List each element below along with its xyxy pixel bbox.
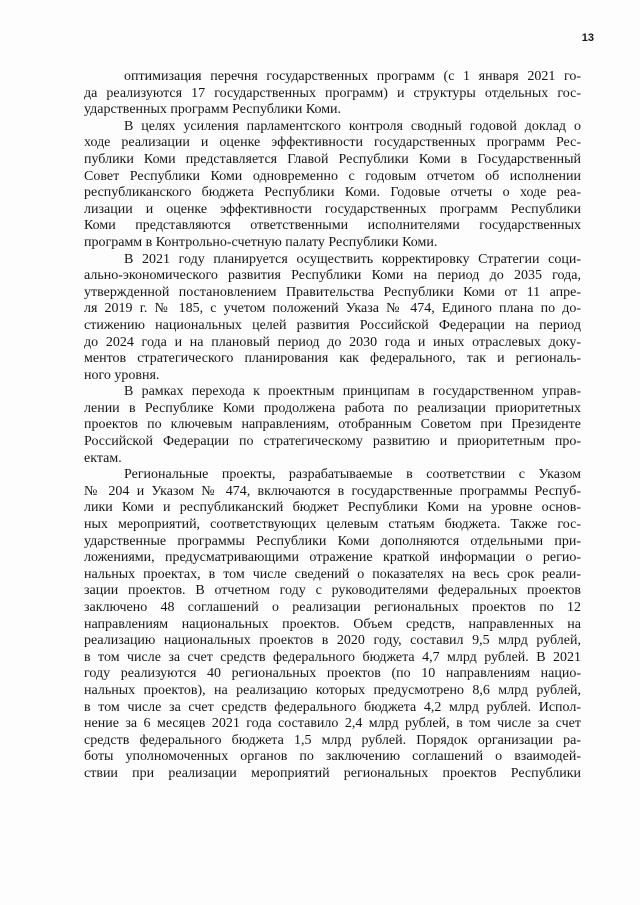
- text-line: в том числе за счет средств федерального бюджета 4,7 млрд рублей. В 2021: [84, 649, 581, 665]
- text-line: Коми представляются ответственными исполнителями государственных: [84, 218, 581, 234]
- text-line: боты уполномоченных органов по заключению соглашений о взаимодей-: [84, 749, 581, 765]
- text-line: лизации и оценке эффективности государственных программ Республики: [84, 201, 581, 217]
- text-line: ударственные программы Республики Коми дополняются отдельными при-: [84, 533, 581, 549]
- text-line: да реализуются 17 государственных программ) и структуры отдельных гос-: [84, 85, 581, 101]
- text-line: ствии при реализации мероприятий региональных проектов Республики: [84, 765, 581, 781]
- text-line: нальных проектов), на реализацию которых предусмотрено 8,6 млрд рублей,: [84, 682, 581, 698]
- text-line: Региональные проекты, разрабатываемые в соответствии с Указом: [124, 467, 581, 483]
- text-line: Совет Республики Коми одновременно с годовым отчетом об исполнении: [84, 168, 581, 184]
- body-text: [84, 69, 581, 783]
- text-line: публики Коми представляется Главой Республики Коми в Государственный: [84, 151, 581, 167]
- text-line: программ в Контрольно-счетную палату Республики Коми.: [84, 234, 438, 250]
- text-line: утвержденной постановлением Правительства Республики Коми от 11 апре-: [84, 284, 581, 300]
- paragraph: [84, 467, 581, 782]
- text-line: до 2024 года и на плановый период до 2030 года и иных отраслевых доку-: [84, 334, 581, 350]
- paragraph: [84, 384, 581, 467]
- text-line: В рамках перехода к проектным принципам в государственном управ-: [124, 384, 581, 400]
- text-line: лики Коми и республиканский бюджет Республики Коми на уровне основ-: [84, 500, 581, 516]
- text-line: ектам.: [84, 450, 122, 466]
- text-line: зации проектов. В отчетном году с руководителями федеральных проектов: [84, 583, 581, 599]
- text-line: стижению национальных целей развития Российской Федерации на период: [84, 317, 581, 333]
- text-line: направлениям национальных проектов. Объем средств, направленных на: [84, 616, 581, 632]
- paragraph: [84, 119, 581, 252]
- text-line: ментов стратегического планирования как федерального, так и региональ-: [84, 351, 581, 367]
- text-line: реализацию национальных проектов в 2020 году, составил 9,5 млрд рублей,: [84, 633, 581, 649]
- text-line: В 2021 году планируется осуществить корректировку Стратегии соци-: [124, 251, 581, 267]
- text-line: лении в Республике Коми продолжена работа по реализации приоритетных: [84, 400, 581, 416]
- text-line: средств федерального бюджета 1,5 млрд рублей. Порядок организации ра-: [84, 732, 581, 748]
- text-line: оптимизация перечня государственных программ (с 1 января 2021 го-: [124, 69, 581, 84]
- text-line: проектов по ключевым направлениям, отобранным Советом при Президенте: [84, 417, 581, 433]
- text-line: Российской Федерации по стратегическому развитию и приоритетным про-: [84, 434, 581, 450]
- text-line: № 204 и Указом № 474, включаются в государственные программы Респуб-: [84, 483, 581, 499]
- paragraph: [84, 252, 581, 385]
- text-line: ных мероприятий, соответствующих целевым статьям бюджета. Также гос-: [84, 517, 581, 533]
- text-line: нение за 6 месяцев 2021 года составило 2,4 млрд рублей, в том числе за счет: [84, 716, 581, 732]
- text-line: в том числе за счет средств федерального бюджета 4,2 млрд рублей. Испол-: [84, 699, 581, 715]
- text-line: заключено 48 соглашений о реализации региональных проектов по 12: [84, 600, 581, 615]
- text-line: году реализуются 40 региональных проектов (по 10 направлениям нацио-: [84, 666, 581, 682]
- page-number: 13: [581, 32, 594, 44]
- text-line: республиканского бюджета Республики Коми. Годовые отчеты о ходе реа-: [84, 185, 581, 201]
- text-line: ля 2019 г. № 185, с учетом положений Указа № 474, Единого плана по до-: [84, 301, 581, 317]
- text-line: ложениями, предусматривающими отражение краткой информации о регио-: [84, 550, 581, 566]
- paragraph: [84, 69, 581, 119]
- text-line: ного уровня.: [84, 367, 160, 383]
- text-line: ально-экономического развития Республики Коми на период до 2035 года,: [84, 268, 581, 284]
- text-line: нальных проектах, в том числе сведений о показателях на весь срок реали-: [84, 566, 581, 582]
- text-line: ударственных программ Республики Коми.: [84, 102, 342, 118]
- text-line: ходе реализации и оценке эффективности государственных программ Рес-: [84, 135, 581, 151]
- text-line: В целях усиления парламентского контроля сводный годовой доклад о: [124, 118, 581, 134]
